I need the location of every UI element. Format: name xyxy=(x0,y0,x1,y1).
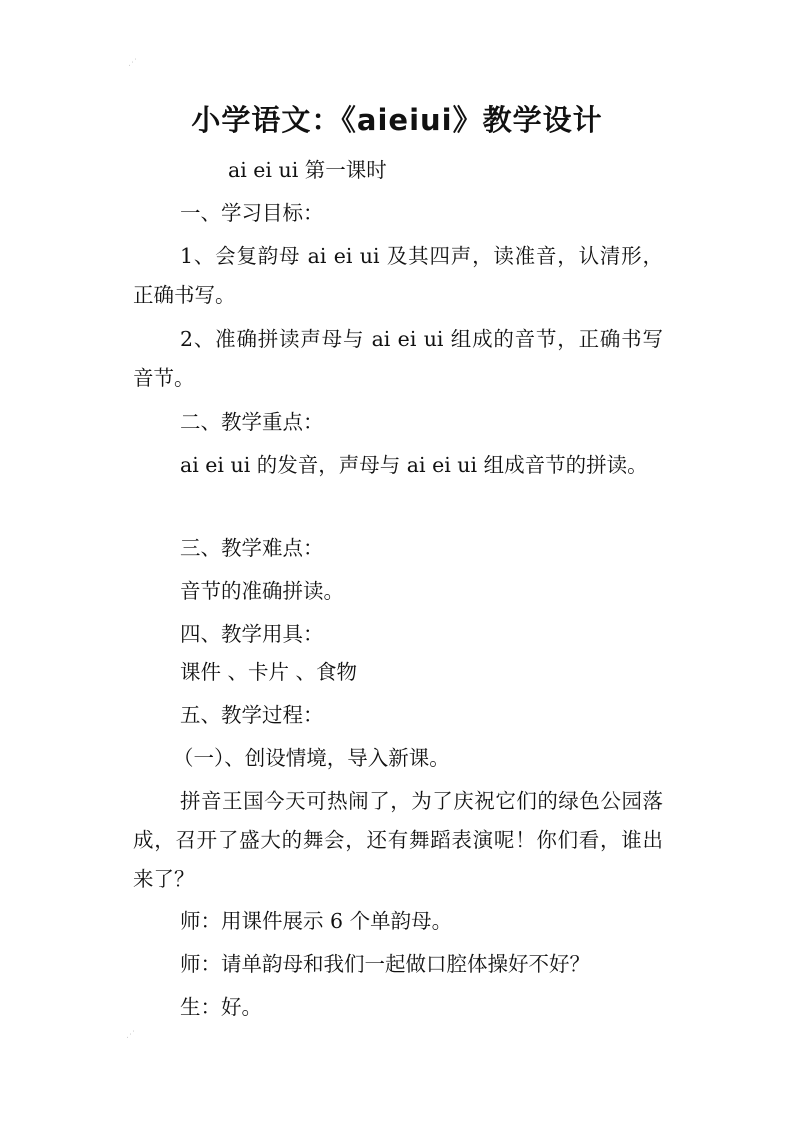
step-1-heading: （一）、创设情境，导入新课。 xyxy=(173,746,450,770)
heading-process: 五、教学过程： xyxy=(180,703,324,727)
teacher-line-2: 师：请单韵母和我们一起做口腔体操好不好？ xyxy=(180,952,590,976)
goal-2: 2、准确拼读声母与 ai ei ui 组成的音节，正确书写音节。 xyxy=(133,327,663,390)
key-point-text: ai ei ui 的发音，声母与 ai ei ui 组成音节的拼读。 xyxy=(180,453,648,477)
student-line: 生：好。 xyxy=(180,995,262,1019)
corner-mark-bottom: ⋰ xyxy=(126,1030,135,1040)
teacher-line-1: 师：用课件展示 6 个单韵母。 xyxy=(180,909,453,933)
heading-learning-goals: 一、学习目标： xyxy=(180,201,324,225)
heading-tools: 四、教学用具： xyxy=(180,622,324,646)
difficulty-text: 音节的准确拼读。 xyxy=(180,579,344,603)
corner-mark-top: ⋰ xyxy=(128,58,137,68)
heading-key-points: 二、教学重点： xyxy=(180,410,324,434)
heading-difficulties: 三、教学难点： xyxy=(180,536,324,560)
subtitle: ai ei ui 第一课时 xyxy=(228,158,387,182)
page-title: 小学语文：《aieiui》教学设计 xyxy=(191,103,603,137)
tools-text: 课件 、卡片 、食物 xyxy=(180,660,358,684)
intro-paragraph: 拼音王国今天可热闹了，为了庆祝它们的绿色公园落成，召开了盛大的舞会，还有舞蹈表演呢！你们看，谁出来了？ xyxy=(133,789,663,891)
goal-1: 1、会复韵母 ai ei ui 及其四声，读准音，认清形，正确书写。 xyxy=(133,244,663,307)
